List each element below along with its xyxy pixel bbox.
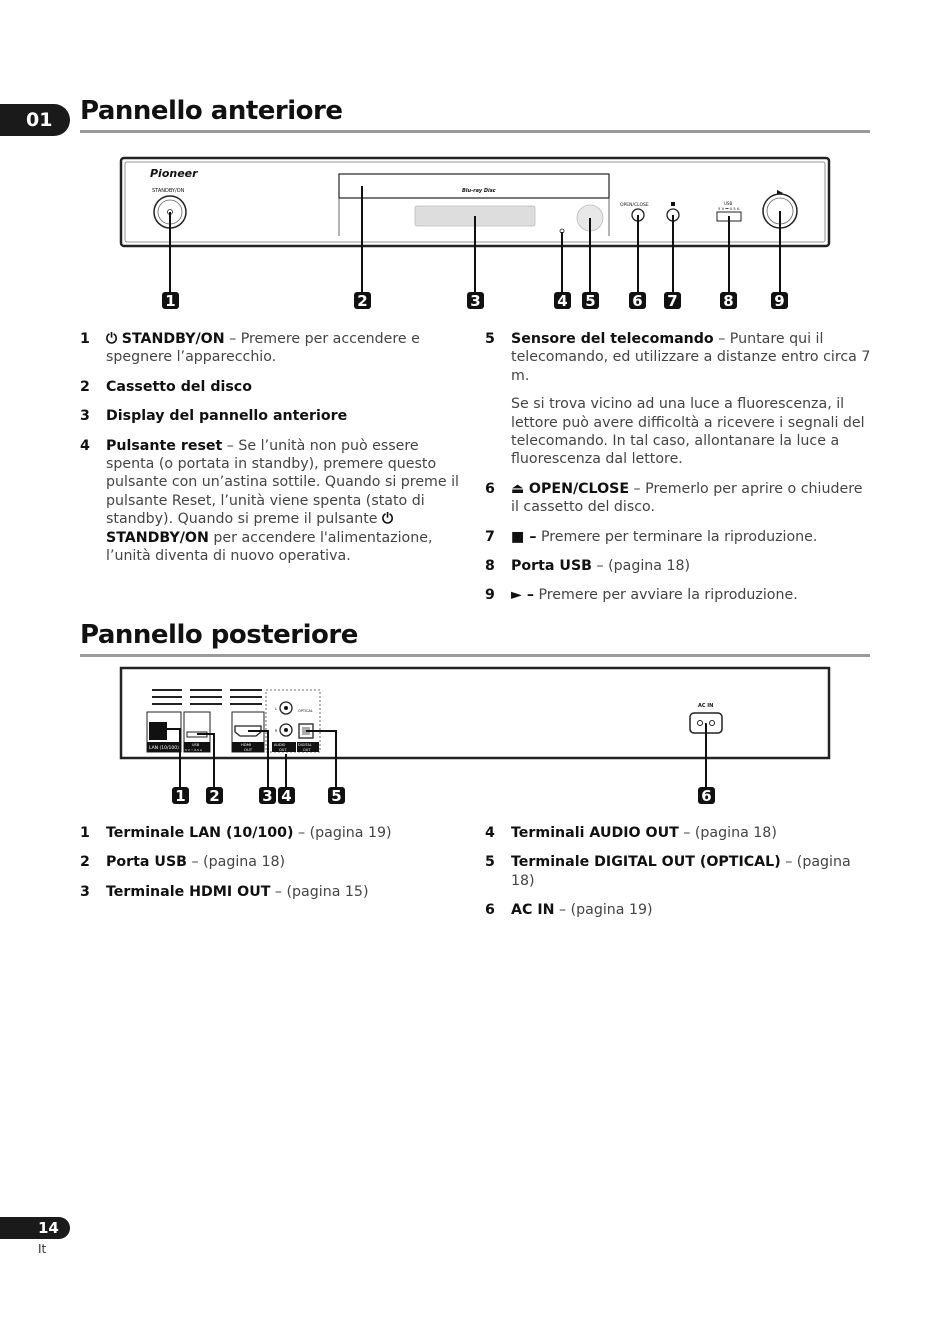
hdmi-label: HDMI bbox=[241, 742, 252, 747]
callout-3: 3 bbox=[470, 292, 481, 310]
callout-4: 4 bbox=[557, 292, 568, 310]
rear-panel-body bbox=[121, 668, 829, 758]
rear-panel-diagram bbox=[110, 664, 840, 809]
callout-8: 8 bbox=[723, 292, 734, 310]
list-item: 9 ► – Premere per avviare la riproduzione. bbox=[485, 587, 798, 604]
callout-7: 7 bbox=[667, 292, 678, 310]
audio-label: AUDIO bbox=[274, 743, 286, 747]
bluray-logo: Blu-ray Disc bbox=[462, 188, 496, 194]
play-icon: ► – bbox=[511, 587, 534, 604]
front-panel-title: Pannello anteriore bbox=[80, 96, 343, 126]
acin-label: AC IN bbox=[698, 703, 714, 709]
svg-text:OUT: OUT bbox=[279, 748, 287, 752]
usb-label: USB bbox=[724, 201, 733, 206]
lan-port bbox=[149, 722, 167, 740]
callout-1: 1 bbox=[165, 292, 176, 310]
front-list-right bbox=[485, 330, 873, 616]
svg-text:OUT: OUT bbox=[244, 747, 253, 752]
power-icon: ⏻ bbox=[382, 511, 394, 528]
callout-6: 6 bbox=[632, 292, 643, 310]
svg-text:R: R bbox=[275, 729, 278, 733]
eject-icon: ⏏ bbox=[511, 480, 525, 497]
power-icon: ⏻ bbox=[106, 331, 118, 347]
language-code: It bbox=[38, 1242, 47, 1256]
list-item: 2 Porta USB – (pagina 18) bbox=[80, 854, 286, 871]
pioneer-logo: Pioneer bbox=[150, 167, 198, 180]
list-item: 5 Sensore del telecomando – Puntare qui il telecomando, ed utilizzare a distanze entro circa 7 m. Se si trova vicino ad una luce a fluorescenza, il lettore può avere difficoltà a ricevere i segnali del telecomando. In tal caso, allontanare la luce a fluorescenza dal lettore. bbox=[485, 331, 871, 468]
rear-panel-title: Pannello posteriore bbox=[80, 620, 358, 650]
title-rule bbox=[80, 654, 870, 657]
list-item: 5 Terminale DIGITAL OUT (OPTICAL) – (pagina 18) bbox=[485, 854, 851, 889]
callout-9: 9 bbox=[774, 292, 785, 310]
rear-list-right bbox=[485, 824, 873, 931]
optical-label: OPTICAL bbox=[298, 709, 313, 713]
standby-label: STANDBY/ON bbox=[152, 188, 185, 194]
rear-callouts bbox=[172, 787, 715, 805]
list-item: 1 Terminale LAN (10/100) – (pagina 19) bbox=[80, 825, 392, 841]
usb-label: USB bbox=[192, 743, 200, 747]
callout-1: 1 bbox=[175, 787, 186, 805]
callout-2: 2 bbox=[209, 787, 220, 805]
list-item: 6 ⏏ OPEN/CLOSE – Premerlo per aprire o chiudere il cassetto del disco. bbox=[485, 480, 863, 516]
front-callouts bbox=[162, 292, 788, 310]
callout-5: 5 bbox=[585, 292, 596, 310]
page-number: 14 bbox=[0, 1217, 70, 1239]
rear-list-left bbox=[80, 824, 465, 912]
svg-text:L: L bbox=[275, 707, 277, 711]
callout-2: 2 bbox=[357, 292, 368, 310]
title-rule bbox=[80, 130, 870, 133]
front-panel-diagram bbox=[110, 150, 840, 315]
list-item: 7 ■ – Premere per terminare la riproduzione. bbox=[485, 528, 818, 545]
list-item: 8 Porta USB – (pagina 18) bbox=[485, 558, 691, 575]
openclose-label: OPEN/CLOSE bbox=[620, 203, 649, 208]
list-item: 3 Display del pannello anteriore bbox=[80, 408, 348, 425]
disc-tray bbox=[339, 174, 609, 198]
front-list-left bbox=[80, 330, 465, 576]
callout-6: 6 bbox=[701, 787, 712, 805]
list-item: 3 Terminale HDMI OUT – (pagina 15) bbox=[80, 883, 369, 900]
list-item: 4 Terminali AUDIO OUT – (pagina 18) bbox=[485, 825, 777, 841]
lan-label: LAN (10/100) bbox=[149, 746, 179, 751]
callout-4: 4 bbox=[281, 787, 292, 805]
digital-label: DIGITAL bbox=[298, 743, 312, 747]
list-item: 4 Pulsante reset – Se l’unità non può essere spenta (o portata in standby), premere questo pulsante con un’astina sottile. Quando si preme il pulsante Reset, l’unità viene spenta (stato di standby). Quando si preme il pulsante ⏻ STANDBY/ON per accendere l'alimentazione, l’unità diventa di nuovo operativa. bbox=[80, 437, 459, 565]
list-item: 2 Cassetto del disco bbox=[80, 378, 252, 395]
usb-rating: 5 V ⎓ 0.5 A bbox=[185, 748, 202, 752]
callout-3: 3 bbox=[262, 787, 273, 805]
callout-5: 5 bbox=[331, 787, 342, 805]
stop-icon bbox=[671, 202, 675, 206]
usb-rating: 5 V ⎓ 0.5 A bbox=[718, 206, 740, 211]
list-item: 1 ⏻ STANDBY/ON – Premere per accendere e spegnere l’apparecchio. bbox=[80, 331, 420, 366]
stop-icon: ■ – bbox=[511, 528, 537, 545]
list-item: 6 AC IN – (pagina 19) bbox=[485, 902, 653, 919]
svg-text:OUT: OUT bbox=[303, 748, 311, 752]
chapter-tab: 01 bbox=[0, 104, 70, 136]
